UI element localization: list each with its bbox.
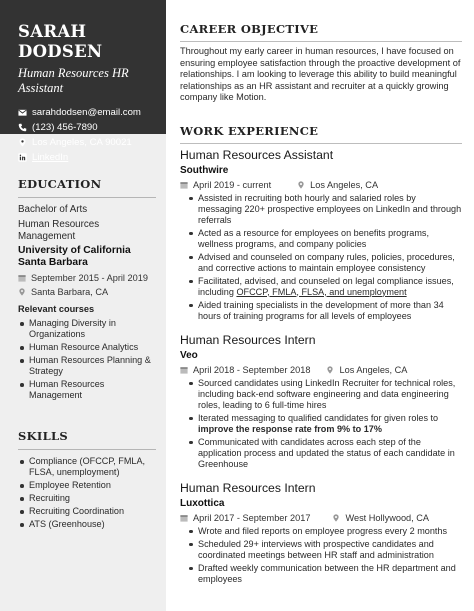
list-item: Managing Diversity in Organizations bbox=[18, 318, 156, 340]
job-dates: April 2017 - September 2017 bbox=[193, 512, 311, 523]
objective-section bbox=[180, 22, 462, 104]
education-location-text: Santa Barbara, CA bbox=[31, 287, 109, 297]
list-item: Human Resources Planning & Strategy bbox=[18, 355, 156, 377]
map-pin-icon bbox=[297, 181, 305, 189]
list-item: Aided training specialists in the development of more than 34 hours of training programs for all levels of employees bbox=[188, 300, 462, 322]
company-name: Veo bbox=[180, 349, 198, 361]
job-meta bbox=[180, 364, 462, 376]
list-item bbox=[188, 276, 462, 298]
job-bullets bbox=[180, 378, 462, 470]
experience-heading: WORK EXPERIENCE bbox=[180, 123, 319, 138]
job-meta bbox=[180, 179, 462, 191]
job-location: Los Angeles, CA bbox=[339, 364, 408, 375]
envelope-icon bbox=[18, 108, 27, 117]
calendar-icon bbox=[180, 366, 188, 374]
skills-heading: SKILLS bbox=[18, 429, 68, 443]
degree: Bachelor of Arts bbox=[18, 204, 88, 215]
major: Human Resources Management bbox=[18, 219, 100, 242]
bullet-bold-text: improve the response rate from 9% to 17% bbox=[198, 423, 382, 434]
list-item: Wrote and filed reports on employee progress every 2 months bbox=[188, 526, 462, 537]
education-section bbox=[0, 177, 166, 401]
email-text: sarahdodsen@email.com bbox=[32, 107, 141, 118]
list-item: Sourced candidates using LinkedIn Recruiter for technical roles, including back-end software engineering and data engineering roles, leading to 6 full-time hires bbox=[188, 378, 462, 411]
bullet-underlined-text: OFCCP, FMLA, FLSA, and unemployment bbox=[236, 286, 407, 297]
skills-section bbox=[0, 429, 166, 530]
list-item: Assisted in recruiting both hourly and salaried roles by messaging 220+ prospective employees on LinkedIn and through referrals bbox=[188, 193, 462, 226]
list-item: Scheduled 29+ interviews with prospective candidates and coordinated meetings between HR staff and administration bbox=[188, 539, 462, 561]
list-item: Acted as a resource for employees on benefits programs, wellness programs, and company policies bbox=[188, 228, 462, 250]
list-item: Compliance (OFCCP, FMLA, FLSA, unemployment) bbox=[18, 456, 156, 478]
courses-heading: Relevant courses bbox=[18, 304, 95, 314]
calendar-icon bbox=[180, 514, 188, 522]
linkedin-icon bbox=[18, 153, 27, 162]
list-item: Human Resource Analytics bbox=[18, 342, 156, 353]
profile-header bbox=[0, 0, 166, 163]
contact-phone bbox=[18, 120, 154, 135]
job-meta bbox=[180, 512, 462, 524]
job-bullets bbox=[180, 526, 462, 585]
list-item: Human Resources Management bbox=[18, 379, 156, 401]
divider bbox=[18, 449, 156, 450]
job-entry bbox=[180, 148, 462, 322]
job-title: Human Resources Intern bbox=[180, 332, 316, 347]
contact-block bbox=[18, 105, 154, 165]
map-pin-icon bbox=[18, 138, 27, 147]
job-dates: April 2018 - September 2018 bbox=[193, 364, 311, 375]
main-content bbox=[166, 0, 474, 611]
education-heading: EDUCATION bbox=[18, 177, 102, 191]
experience-section bbox=[180, 124, 462, 585]
sidebar bbox=[0, 0, 166, 611]
map-pin-icon bbox=[18, 288, 26, 296]
company-name: Southwire bbox=[180, 164, 229, 176]
objective-text: Throughout my early career in human resources, I have focused on ensuring employee satisfaction through the proactive development of relationships. I am looking to leverage this ability to build meaningful relationships as an HR assistant and recruiter at a quickly growing company like Motion. bbox=[180, 46, 461, 102]
list-item: Employee Retention bbox=[18, 480, 156, 491]
phone-icon bbox=[18, 123, 27, 132]
objective-heading: CAREER OBJECTIVE bbox=[180, 22, 319, 36]
list-item bbox=[188, 413, 462, 435]
divider bbox=[180, 41, 462, 42]
education-dates-text: September 2015 - April 2019 bbox=[31, 273, 148, 283]
divider bbox=[180, 143, 462, 144]
location-text: Los Angeles, CA 90021 bbox=[32, 137, 132, 148]
list-item: Drafted weekly communication between the HR department and employees bbox=[188, 563, 462, 585]
job-location: Los Angeles, CA bbox=[310, 179, 379, 190]
courses-list bbox=[18, 318, 156, 401]
bullet-text: Iterated messaging to qualified candidates for given roles to bbox=[198, 412, 439, 423]
contact-linkedin[interactable] bbox=[18, 150, 154, 165]
linkedin-link[interactable]: LinkedIn bbox=[32, 152, 69, 163]
list-item: Communicated with candidates across each step of the application process and updated the status of each candidate in Greenhouse bbox=[188, 437, 462, 470]
candidate-name: SARAH DODSEN bbox=[18, 22, 103, 61]
list-item: Advised and counseled on company rules, policies, procedures, and corrective actions to maintain employee consistency bbox=[188, 252, 462, 274]
job-title: Human Resources Assistant bbox=[180, 147, 334, 162]
list-item: Recruiting bbox=[18, 493, 156, 504]
job-entry bbox=[180, 481, 462, 585]
contact-location bbox=[18, 135, 154, 150]
calendar-icon bbox=[180, 181, 188, 189]
job-entry bbox=[180, 333, 462, 470]
list-item: ATS (Greenhouse) bbox=[18, 519, 156, 530]
phone-text: (123) 456-7890 bbox=[32, 122, 98, 133]
calendar-icon bbox=[18, 274, 26, 282]
school-name: University of California Santa Barbara bbox=[18, 245, 131, 268]
education-dates bbox=[18, 272, 156, 284]
candidate-role: Human Resources HR Assistant bbox=[18, 66, 129, 95]
job-title: Human Resources Intern bbox=[180, 480, 316, 495]
skills-list bbox=[18, 456, 156, 530]
divider bbox=[18, 197, 156, 198]
education-location bbox=[18, 286, 156, 298]
bullet-text: Facilitated, advised, and counseled on legal compliance issues, including bbox=[198, 275, 454, 297]
list-item: Recruiting Coordination bbox=[18, 506, 156, 517]
job-dates: April 2019 - current bbox=[193, 179, 272, 190]
map-pin-icon bbox=[332, 514, 340, 522]
job-bullets bbox=[180, 193, 462, 322]
contact-email bbox=[18, 105, 154, 120]
map-pin-icon bbox=[326, 366, 334, 374]
company-name: Luxottica bbox=[180, 497, 225, 509]
job-location: West Hollywood, CA bbox=[345, 512, 430, 523]
